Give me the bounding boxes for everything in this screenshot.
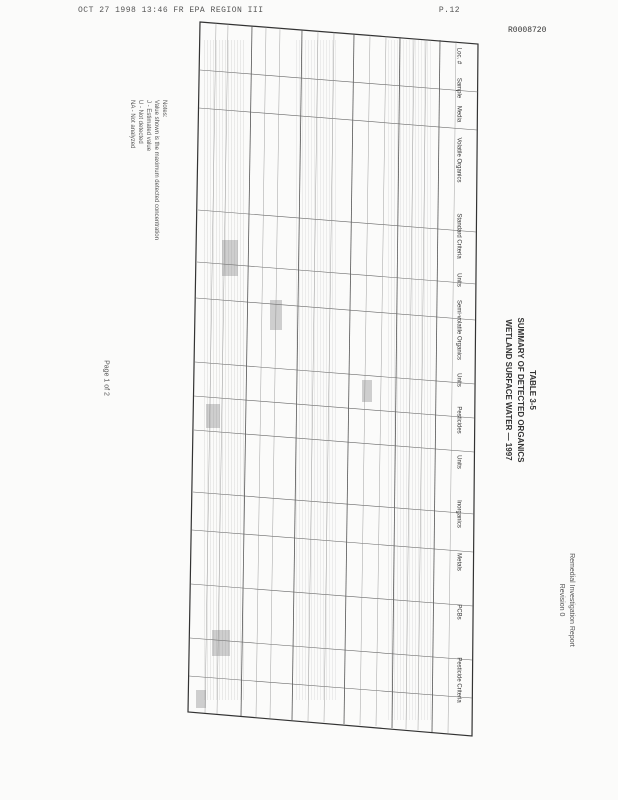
table-title-line: SUMMARY OF DETECTED ORGANICS — [516, 317, 525, 463]
fax-header-page: P.12 — [438, 6, 461, 15]
subtitle-line: Remedial Investigation Report — [568, 553, 575, 647]
scan-smudge — [212, 630, 230, 656]
column-header: Pesticide Criteria — [455, 657, 462, 703]
subtitle-line: Revision 0 — [558, 583, 565, 617]
column-header: Pesticides — [455, 406, 462, 434]
column-header: Media — [455, 105, 462, 123]
column-header: PCBs — [455, 604, 462, 620]
scan-smudge — [362, 380, 372, 402]
scan-smudge — [270, 300, 282, 330]
scan-streak — [204, 40, 244, 700]
column-header: Inorganics — [455, 500, 462, 528]
note-line: J - Estimated value — [145, 100, 151, 152]
column-header: Sample — [455, 77, 462, 99]
column-header: Metals — [455, 553, 462, 571]
table-title-line: TABLE 3-5 — [528, 370, 537, 410]
table-title-line: WETLAND SURFACE WATER — 1997 — [504, 319, 513, 461]
scan-smudge — [222, 240, 238, 276]
table-notes — [128, 100, 168, 240]
scan-smudge — [206, 404, 220, 428]
fax-header-left: OCT 27 1998 13:46 FR EPA REGION III — [78, 6, 264, 15]
note-line: U - Not detected — [137, 100, 143, 144]
table-title — [502, 318, 538, 463]
document-subtitle — [556, 553, 576, 647]
scan-smudge — [196, 690, 206, 708]
bates-number: R0008720 — [508, 26, 547, 35]
column-header: Standard Criteria — [455, 213, 462, 259]
note-line: Value shown is the maximum detected concentration — [153, 100, 159, 240]
scan-streak — [296, 40, 336, 700]
page-number: Page 1 of 2 — [102, 360, 110, 396]
column-header: Units — [455, 455, 462, 469]
note-line: Notes: — [161, 100, 167, 118]
column-header: Volatile Organics — [455, 137, 462, 183]
column-header: Loc. # — [455, 47, 462, 65]
column-header: Units — [455, 273, 462, 287]
note-line: NA - Not analyzed — [129, 100, 135, 149]
scan-streak — [388, 40, 432, 720]
column-header: Semi-volatile Organics — [455, 299, 462, 361]
column-header: Units — [455, 373, 462, 387]
